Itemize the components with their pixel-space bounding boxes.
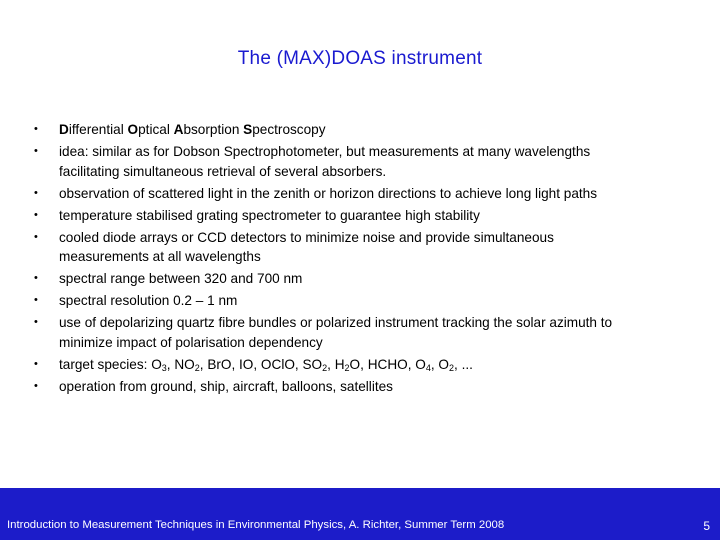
bullet-icon: •: [34, 294, 38, 306]
bullet-spectrometer: [0, 206, 720, 226]
bullet-icon: •: [34, 123, 38, 135]
species-suffix: , ...: [454, 356, 473, 372]
bullet-spectral-range: [0, 269, 720, 289]
bullet-icon: •: [34, 272, 38, 284]
bullet-target-species: • target species: $O_3$, $NO_2$, BrO, IO, OClO, $SO_2$, $H_2O$, HCHO, $O_4$, $O_2$, ...: [34, 356, 473, 373]
bullet-text: cooled diode arrays or CCD detectors to minimize noise and provide simultaneous measurements at all wavelengths: [59, 229, 554, 264]
acronym-letter-d: D: [59, 122, 69, 137]
species-so2: $SO_2$: [302, 356, 328, 373]
bullet-spectral-resolution: [0, 291, 720, 311]
species-o3: $O_3$: [151, 356, 167, 373]
bullet-depolarizing: [0, 313, 720, 352]
species-h2o: $H_2O$: [334, 356, 361, 373]
bullet-text: temperature stabilised grating spectrometer to guarantee high stability: [59, 207, 480, 223]
bullet-icon: •: [34, 230, 38, 243]
acronym-word-optical: ptical: [138, 122, 174, 137]
bullet-idea: [0, 142, 720, 181]
page-number: 5: [703, 519, 710, 533]
bullet-doas-definition: [0, 120, 720, 140]
acronym-letter-s: S: [243, 122, 253, 137]
species-o4: $O_4$: [415, 356, 431, 373]
bullet-text: spectral range between 320 and 700 nm: [59, 271, 303, 286]
bullet-text: idea: similar as for Dobson Spectrophotometer, but measurements at many wavelengths facilitating simultaneous retrieval of several absorbers.: [59, 144, 591, 179]
bullet-icon: •: [34, 186, 38, 199]
species-no2: $NO_2$: [174, 356, 200, 373]
bullet-icon: •: [34, 357, 38, 370]
bullet-icon: •: [34, 145, 38, 157]
bullet-detectors: [0, 228, 720, 267]
bullet-icon: •: [34, 379, 38, 392]
species-mid: BrO, IO, OClO,: [207, 356, 303, 372]
bullet-icon: •: [34, 208, 38, 221]
bullet-text: observation of scattered light in the zenith or horizon directions to achieve long light paths: [59, 185, 598, 201]
bullet-list: [0, 120, 720, 399]
acronym-word-absorption: bsorption: [183, 122, 244, 137]
species-prefix: target species:: [59, 356, 152, 372]
acronym-letter-o: O: [127, 122, 139, 137]
acronym-letter-a: A: [173, 122, 184, 137]
species-hcho: HCHO,: [367, 356, 416, 372]
species-o2: $O_2$: [438, 356, 455, 373]
bullet-observation: [0, 184, 720, 204]
footer-bar: [0, 488, 720, 540]
slide-title: The (MAX)DOAS instrument: [237, 48, 483, 69]
bullet-text: spectral resolution 0.2 – 1 nm: [59, 293, 238, 308]
footer-course-text: Introduction to Measurement Techniques in Environmental Physics, A. Richter, Summer Term 2008: [7, 519, 505, 531]
bullet-text: operation from ground, ship, aircraft, balloons, satellites: [59, 378, 393, 394]
bullet-operation: [0, 377, 720, 397]
acronym-word-differential: ifferential: [68, 122, 128, 137]
bullet-text: use of depolarizing quartz fibre bundles or polarized instrument tracking the solar azimuth to minimize impact of polarisation dependency: [59, 315, 613, 350]
bullet-icon: •: [34, 316, 38, 328]
acronym-word-spectroscopy: pectroscopy: [252, 122, 326, 137]
